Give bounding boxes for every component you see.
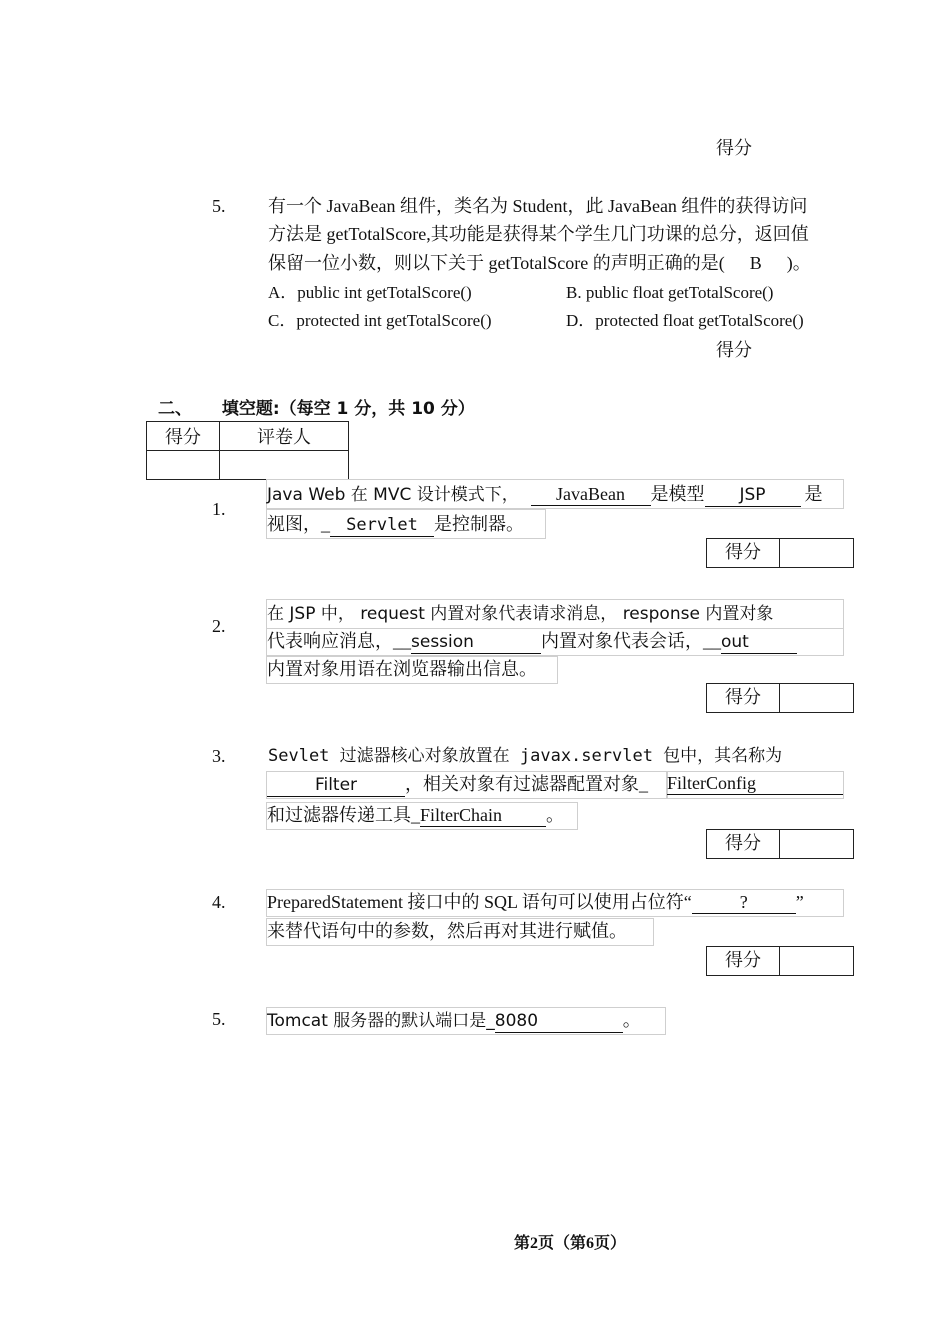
score-cell[interactable] — [147, 451, 220, 480]
grader-cell[interactable] — [220, 451, 349, 480]
fill-q1-text5: 是控制器。 — [434, 514, 524, 534]
fill-q3-score-label: 得分 — [707, 830, 780, 858]
fill-q4-line2-box — [266, 918, 654, 946]
fill-q4-line2: 来替代语句中的参数，然后再对其进行赋值。 — [267, 921, 627, 941]
fill-q3-number: 3. — [212, 746, 226, 766]
fill-q2-line3: 内置对象用语在浏览器输出信息。 — [267, 659, 537, 679]
fill-q4-text2: ” — [795, 892, 804, 912]
fill-q1-answer1[interactable]: JavaBean — [531, 483, 651, 506]
fill-q1-number: 1. — [212, 499, 226, 519]
fill-q1-answer3[interactable]: Servlet — [330, 514, 434, 537]
section2-note: :（每空 1 分，共 10 分） — [272, 399, 475, 419]
mc-answer: B — [749, 253, 762, 273]
fill-q2-answer2[interactable]: out — [721, 631, 797, 654]
fill-q1-text2: 是模型 — [650, 484, 705, 504]
fill-q3-line2-box — [266, 771, 668, 799]
page-footer: 第2页（第6页） — [513, 1235, 626, 1252]
fill-q2-number: 2. — [212, 616, 226, 636]
fill-q2-text2: 内置对象代表会话，__ — [541, 631, 721, 651]
option-d: D．protected float getTotalScore() — [566, 311, 804, 330]
fill-q3-text2: 和过滤器传递工具_ — [267, 805, 420, 825]
fill-q5-answer1[interactable]: 8080 — [495, 1010, 623, 1033]
fill-q2-line2-box — [266, 628, 844, 656]
fill-q1-text3: 是 — [804, 484, 823, 504]
fill-q4-answer1[interactable]: ? — [692, 891, 796, 914]
fill-q2-line3-box — [266, 656, 558, 684]
fill-q5-line1-box — [266, 1007, 666, 1035]
fill-q4-text1: PreparedStatement 接口中的 SQL 语句可以使用占位符“ — [267, 892, 692, 912]
fill-q3-line1: Sevlet 过滤器核心对象放置在 javax.servlet 包中，其名称为 — [268, 746, 783, 766]
fill-q1-text4: 视图，_ — [267, 514, 330, 534]
mc-question-line3 — [268, 249, 811, 277]
mc-question-line2: 方法是 getTotalScore,其功能是获得某个学生几门功课的总分，返回值 — [268, 224, 809, 244]
fill-q1-text1: Java Web 在 MVC 设计模式下， — [267, 485, 519, 505]
section2-numeral: 二、 — [158, 399, 192, 419]
fill-q2-score-label: 得分 — [707, 684, 780, 712]
fill-q4-score-label: 得分 — [707, 947, 780, 975]
fill-q1-answer2[interactable]: JSP — [705, 484, 801, 507]
mc-question-line1: 有一个 JavaBean 组件，类名为 Student，此 JavaBean 组件的获得访问 — [268, 196, 808, 216]
scoring-table — [146, 421, 349, 480]
fill-q4-score-box[interactable] — [706, 946, 854, 976]
section2-title: 填空题 — [221, 399, 273, 419]
fill-q1-line2 — [266, 509, 546, 539]
fill-q1-line1 — [266, 479, 844, 509]
mc-question-number: 5. — [212, 196, 226, 216]
mc-question-line3-suffix: )。 — [786, 253, 811, 273]
fill-q5-text2: 。 — [622, 1010, 641, 1030]
mc-score-label: 得分 — [716, 340, 752, 360]
fill-q4-line1-box — [266, 889, 844, 917]
fill-q2-line1: 在 JSP 中， request 内置对象代表请求消息， response 内置对象 — [267, 604, 774, 624]
fill-q2-answer1[interactable]: session — [411, 631, 541, 654]
score-header: 得分 — [147, 422, 220, 451]
mc-question-line3-prefix: 保留一位小数，则以下关于 getTotalScore 的声明正确的是( — [268, 253, 725, 273]
fill-q1-score-box[interactable] — [706, 538, 854, 568]
fill-q2-text1: 代表响应消息，__ — [267, 631, 411, 651]
section2-heading — [158, 394, 475, 419]
fill-q4-number: 4. — [212, 892, 226, 912]
fill-q3-answer1[interactable]: Filter — [267, 774, 405, 797]
option-c: C．protected int getTotalScore() — [268, 311, 492, 330]
fill-q2-score-box[interactable] — [706, 683, 854, 713]
option-b: B. public float getTotalScore() — [566, 283, 774, 302]
fill-q3-line3-box — [266, 802, 578, 830]
fill-q5-text1: Tomcat 服务器的默认端口是_ — [267, 1011, 495, 1031]
fill-q3-line2b-box — [666, 771, 844, 799]
fill-q3-answer2[interactable]: FilterConfig — [667, 772, 843, 795]
fill-q3-answer3[interactable]: FilterChain — [420, 804, 546, 827]
fill-q3-text1: ，相关对象有过滤器配置对象_ — [405, 774, 648, 794]
grader-header: 评卷人 — [220, 422, 349, 451]
top-score-label: 得分 — [716, 138, 752, 158]
option-a: A．public int getTotalScore() — [268, 283, 472, 302]
fill-q2-line1-box — [266, 599, 844, 629]
fill-q5-number: 5. — [212, 1009, 226, 1029]
fill-q3-text3: 。 — [546, 805, 564, 825]
fill-q3-score-box[interactable] — [706, 829, 854, 859]
fill-q1-score-label: 得分 — [707, 539, 780, 567]
